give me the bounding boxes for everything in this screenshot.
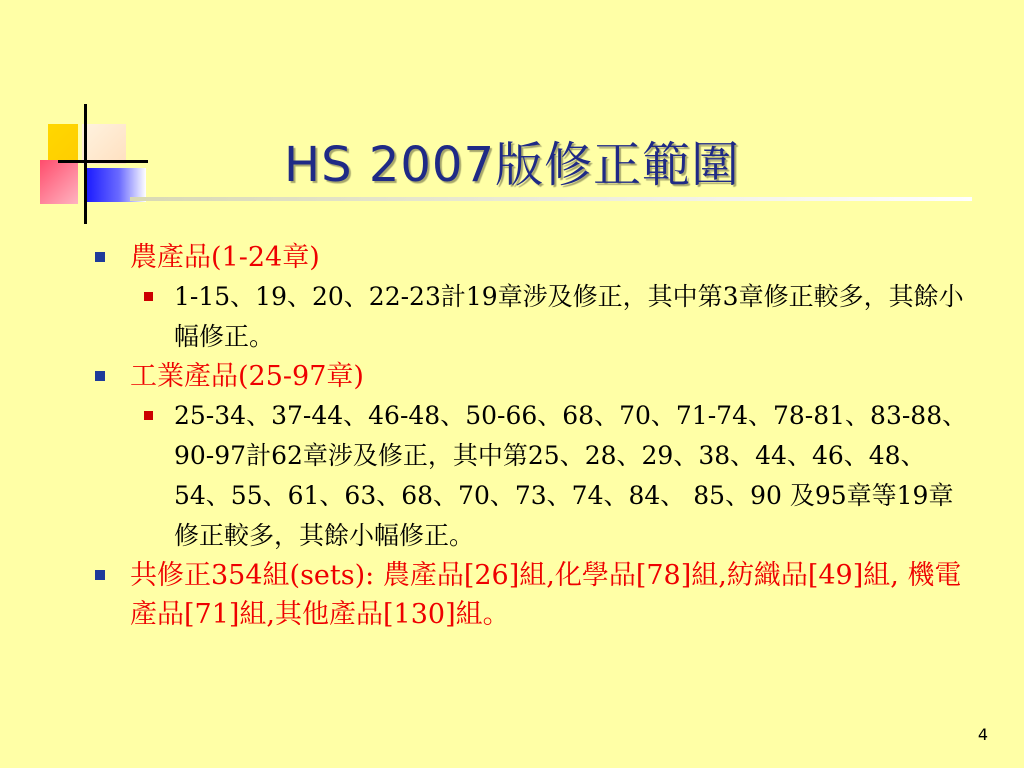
square-bullet-icon <box>95 252 105 262</box>
square-bullet-icon <box>144 292 153 301</box>
slide-title: HS 2007版修正範圍 <box>284 137 740 193</box>
sub-bullet-agriculture-chapters <box>92 277 972 357</box>
title-underline <box>130 197 972 201</box>
page-number: 4 <box>977 725 988 744</box>
bullet-text: 25-34、37-44、46-48、50-66、68、70、71-74、78-81、83-88、90-97計62章涉及修正，其中第25、28、29、38、44、46、48、54、55、61、63、68、70、73、74、84、 85、90 及95章等19章修正較多，其餘小幅修正。 <box>174 401 968 550</box>
bullet-text: 農產品(1-24章) <box>130 242 320 273</box>
bullet-text: 共修正354組(sets): 農產品[26]組,化學品[78]組,紡織品[49]組, 機電產品[71]組,其他產品[130]組。 <box>130 560 962 630</box>
square-bullet-icon <box>144 411 153 420</box>
bullet-item-agriculture <box>92 238 972 277</box>
bullet-item-industrial <box>92 357 972 396</box>
bullet-text: 1-15、19、20、22-23計19章涉及修正，其中第3章修正較多，其餘小幅修正。 <box>174 282 964 351</box>
slide-body <box>92 238 972 634</box>
bullet-item-total-sets <box>92 556 972 634</box>
square-bullet-icon <box>95 371 105 381</box>
square-bullet-icon <box>95 570 105 580</box>
sub-bullet-industrial-chapters <box>92 396 972 556</box>
bullet-text: 工業產品(25-97章) <box>130 361 364 392</box>
